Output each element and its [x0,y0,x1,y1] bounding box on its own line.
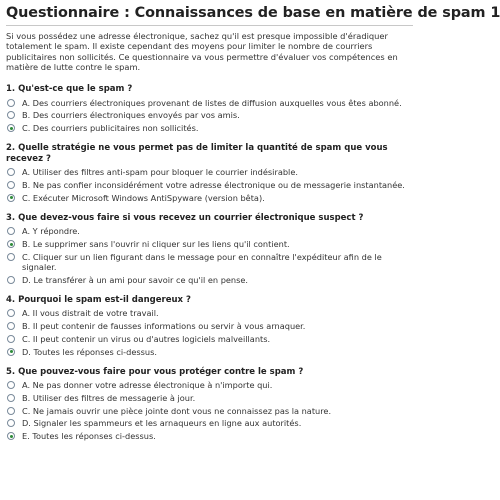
question-title: 4. Pourquoi le spam est-il dangereux ? [6,294,191,305]
radio-button[interactable] [7,309,15,317]
radio-button[interactable] [7,253,15,261]
radio-button[interactable] [7,227,15,235]
radio-button[interactable] [7,194,15,202]
radio-button[interactable] [7,240,15,248]
question-title: 2. Quelle stratégie ne vous permet pas de limiter la quantité de spam que vous recevez ? [6,143,388,164]
radio-button[interactable] [7,181,15,189]
answer-label: A. Des courriers électroniques provenant de listes de diffusion auxquelles vous êtes abonné. [22,97,402,108]
answer-option-5b[interactable] [6,393,413,403]
answer-option-2a[interactable] [6,167,413,177]
answer-label: A. Il vous distrait de votre travail. [22,308,159,319]
answer-label: E. Toutes les réponses ci-dessus. [22,431,156,442]
answer-label: C. Cliquer sur un lien figurant dans le message pour en connaître l'expéditeur afin de le signaler. [22,251,382,273]
radio-button[interactable] [7,381,15,389]
answer-option-3c[interactable] [6,252,413,272]
answer-option-5e[interactable] [6,431,413,441]
answer-option-1a[interactable] [6,98,413,108]
question-title: 3. Que devez-vous faire si vous recevez un courrier électronique suspect ? [6,212,364,223]
answer-label: D. Signaler les spammeurs et les arnaqueurs en ligne aux autorités. [22,418,302,429]
answer-label: D. Le transférer à un ami pour savoir ce qu'il en pense. [22,274,249,285]
answer-option-3d[interactable] [6,275,413,285]
answer-label: A. Utiliser des filtres anti-spam pour bloquer le courrier indésirable. [22,167,298,178]
radio-button[interactable] [7,276,15,284]
answer-option-3a[interactable] [6,226,413,236]
answer-label: C. Exécuter Microsoft Windows AntiSpyware (version bêta). [22,192,265,203]
question-2 [6,143,413,203]
radio-button[interactable] [7,335,15,343]
answer-label: D. Toutes les réponses ci-dessus. [22,346,157,357]
answer-option-3b[interactable] [6,239,413,249]
answer-option-1b[interactable] [6,110,413,120]
answer-option-2c[interactable] [6,193,413,203]
radio-button[interactable] [7,322,15,330]
answer-label: A. Ne pas donner votre adresse électronique à n'importe qui. [22,380,273,391]
intro-paragraph: Si vous possédez une adresse électronique, sachez qu'il est presque impossible d'éradiquer totalement le spam. Il existe cependant des moyens pour limiter le nombre de courriers publicitaires non sollicités. Ce questionnaire va vous permettre d'évaluer vos compétences en matière de lutte contre le spam. [6,31,398,72]
answer-option-4a[interactable] [6,308,413,318]
radio-button[interactable] [7,348,15,356]
answer-label: C. Des courriers publicitaires non sollicités. [22,123,199,134]
radio-button[interactable] [7,394,15,402]
question-1 [6,84,413,133]
answer-label: B. Il peut contenir de fausses informations ou servir à vous arnaquer. [22,321,306,332]
radio-button[interactable] [7,111,15,119]
title-divider [6,25,413,26]
radio-button[interactable] [7,124,15,132]
answer-label: B. Des courriers électroniques envoyés par vos amis. [22,110,240,121]
answer-label: B. Le supprimer sans l'ouvrir ni cliquer sur les liens qu'il contient. [22,239,290,250]
answer-label: A. Y répondre. [22,226,80,237]
answer-label: C. Il peut contenir un virus ou d'autres logiciels malveillants. [22,333,271,344]
answer-option-5c[interactable] [6,406,413,416]
radio-button[interactable] [7,168,15,176]
radio-button[interactable] [7,432,15,440]
answer-option-2b[interactable] [6,180,413,190]
radio-button[interactable] [7,419,15,427]
radio-button[interactable] [7,99,15,107]
answer-option-4b[interactable] [6,321,413,331]
answer-label: B. Utiliser des filtres de messagerie à jour. [22,392,196,403]
question-3 [6,213,413,285]
answer-option-1c[interactable] [6,123,413,133]
answer-option-5a[interactable] [6,380,413,390]
answer-option-4d[interactable] [6,347,413,357]
answer-option-4c[interactable] [6,334,413,344]
question-title: 5. Que pouvez-vous faire pour vous protéger contre le spam ? [6,366,304,377]
question-4 [6,295,413,357]
question-title: 1. Qu'est-ce que le spam ? [6,84,133,95]
answer-option-5d[interactable] [6,418,413,428]
page-title: Questionnaire : Connaissances de base en matière de spam 1 [6,5,500,21]
question-5 [6,367,413,442]
answer-label: B. Ne pas confier inconsidérément votre adresse électronique ou de messagerie instantanée. [22,180,405,190]
radio-button[interactable] [7,407,15,415]
answer-label: C. Ne jamais ouvrir une pièce jointe dont vous ne connaissez pas la nature. [22,405,332,416]
